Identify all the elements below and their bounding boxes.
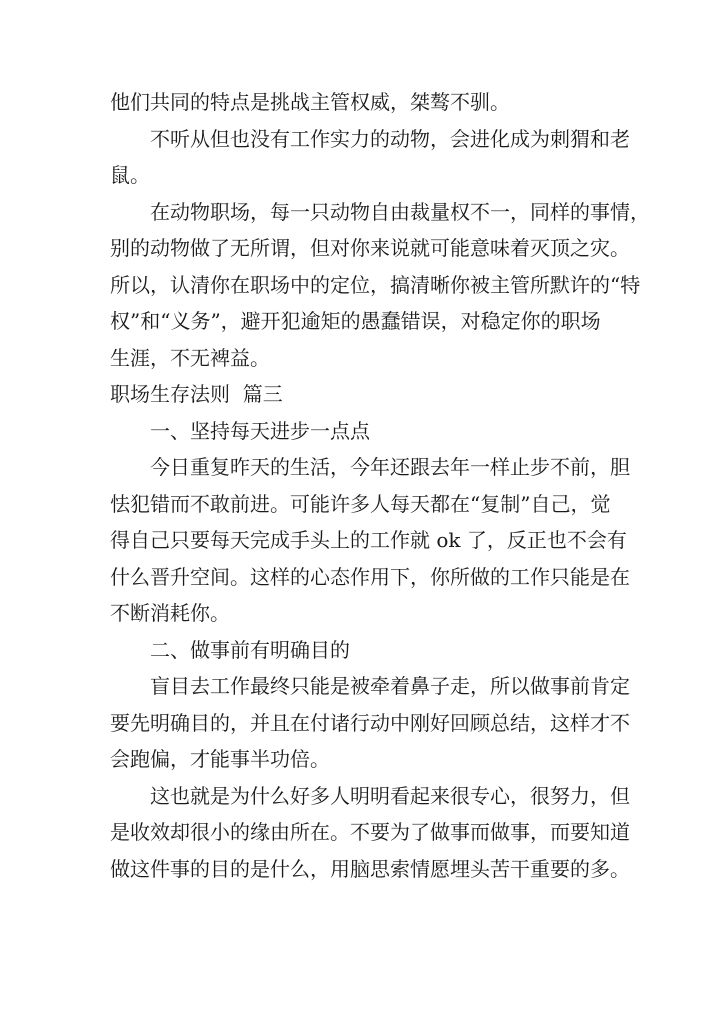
text-line: 在动物职场，每一只动物自由裁量权不一，同样的事情， [150, 199, 650, 224]
text-line: 权”和“义务”，避开犯逾矩的愚蠢错误，对稳定你的职场 [110, 309, 601, 333]
text-line: 得自己只要每天完成手头上的工作就 ok 了，反正也不会有 [110, 528, 627, 552]
text-line: 不断消耗你。 [110, 601, 230, 625]
subheading: 二、做事前有明确目的 [150, 637, 350, 662]
text-line: 生涯，不无裨益。 [110, 345, 270, 370]
text-line: 要先明确目的，并且在付诸行动中刚好回顾总结，这样才不 [110, 710, 630, 735]
text-line: 怯犯错而不敢前进。可能许多人每天都在“复制”自己，觉 [110, 491, 611, 516]
text-line: 他们共同的特点是挑战主管权威，桀骜不驯。 [110, 90, 510, 114]
text-line: 会跑偏，才能事半功倍。 [110, 747, 330, 771]
text-line: 这也就是为什么好多人明明看起来很专心，很努力，但 [150, 783, 630, 808]
text-line: 盲目去工作最终只能是被牵着鼻子走，所以做事前肯定 [150, 674, 630, 698]
text-line: 别的动物做了无所谓，但对你来说就可能意味着灭顶之灾。 [110, 236, 630, 260]
subheading: 一、坚持每天进步一点点 [150, 418, 370, 443]
text-line: 鼠。 [110, 163, 150, 187]
text-line: 今日重复昨天的生活，今年还跟去年一样止步不前，胆 [150, 455, 630, 479]
text-line: 做这件事的目的是什么，用脑思索情愿埋头苦干重要的多。 [110, 856, 630, 881]
text-line: 是收效却很小的缘由所在。不要为了做事而做事，而要知道 [110, 820, 630, 844]
text-line: 不听从但也没有工作实力的动物，会进化成为刺猬和老 [150, 126, 630, 151]
text-line: 什么晋升空间。这样的心态作用下，你所做的工作只能是在 [110, 564, 630, 589]
document-page [110, 84, 650, 887]
section-heading: 职场生存法则 篇三 [110, 382, 283, 406]
text-line: 所以，认清你在职场中的定位，搞清晰你被主管所默许的“特 [110, 272, 641, 297]
